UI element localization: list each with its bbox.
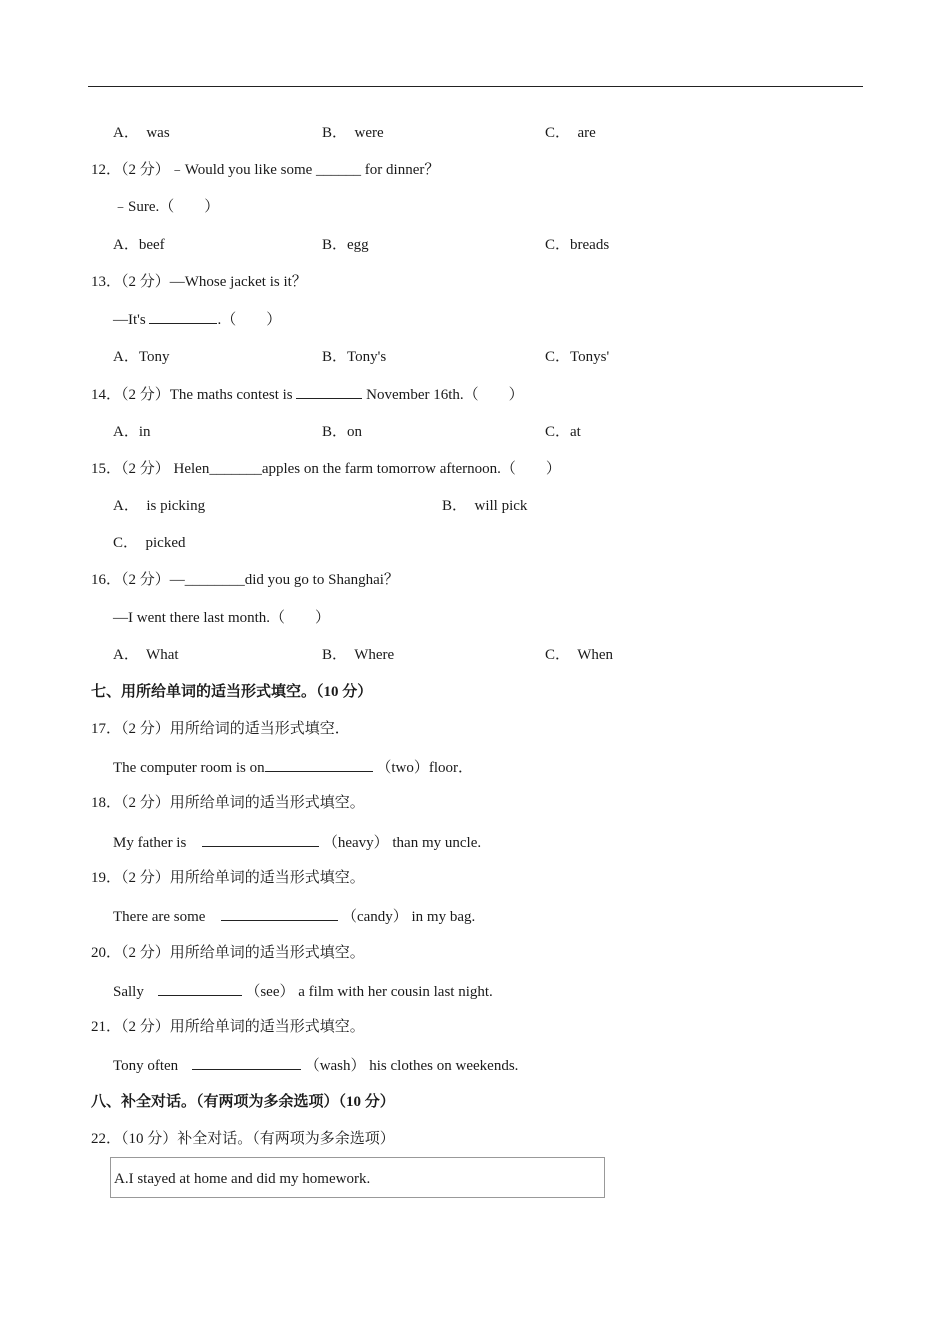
- q17-answer-blank[interactable]: [265, 757, 373, 772]
- q20-answer-blank[interactable]: [158, 981, 242, 996]
- q12-blank: ______: [316, 162, 362, 178]
- q17-stem: 17．（2 分）用所给词的适当形式填空．: [91, 721, 350, 737]
- q19-answer-blank[interactable]: [221, 906, 338, 921]
- q13-reply: [113, 309, 281, 330]
- q12-stem-text: 12．（2 分）﹣Would you like some: [91, 162, 317, 178]
- q16-stem: [91, 570, 399, 590]
- q16-stem-tail: did you go to Shanghai？: [244, 572, 399, 588]
- q15-stem: [91, 459, 561, 479]
- q19-sentence-tail: （candy） in my bag.: [338, 909, 476, 925]
- q21-answer-blank[interactable]: [192, 1055, 301, 1070]
- q18-sentence-tail: （heavy） than my uncle.: [319, 835, 482, 851]
- q22-option-a[interactable]: A.I stayed at home and did my homework.: [114, 1171, 371, 1187]
- q20-sentence-tail: （see） a film with her cousin last night.: [241, 984, 493, 1000]
- q15-option-a[interactable]: A． is picking: [113, 498, 206, 514]
- q18-sentence-text: My father is: [113, 835, 191, 851]
- q19-sentence: [113, 906, 475, 927]
- q13-option-a[interactable]: A．Tony: [113, 349, 170, 365]
- q12-stem-tail: for dinner？: [361, 162, 440, 178]
- q14-option-c[interactable]: C．at: [545, 424, 581, 440]
- q16-stem-text: 16．（2 分）—: [91, 572, 185, 588]
- section-8-heading: 八、补全对话。（有两项为多余选项）（10 分）: [91, 1094, 395, 1110]
- q11-option-a[interactable]: A． was: [113, 125, 170, 141]
- q19-sentence-text: There are some: [113, 909, 210, 925]
- q15-option-b[interactable]: B． will pick: [442, 498, 528, 514]
- q11-option-b[interactable]: B． were: [322, 125, 384, 141]
- q15-blank: _______: [209, 461, 262, 477]
- q15-stem-tail: apples on the farm tomorrow afternoon.（ ）: [261, 461, 561, 477]
- q16-option-c[interactable]: C． When: [545, 647, 614, 663]
- q15-stem-text: 15．（2 分） Helen: [91, 461, 210, 477]
- q16-option-b[interactable]: B． Where: [322, 647, 395, 663]
- q16-option-a[interactable]: A． What: [113, 647, 179, 663]
- q18-answer-blank[interactable]: [202, 832, 319, 847]
- q21-sentence-tail: （wash） his clothes on weekends.: [300, 1058, 519, 1074]
- q14-blank[interactable]: [296, 384, 362, 399]
- q20-stem: 20．（2 分）用所给单词的适当形式填空。: [91, 945, 365, 961]
- q12-reply: ﹣Sure.（ ）: [113, 199, 220, 215]
- q12-option-b[interactable]: B．egg: [322, 237, 369, 253]
- q20-sentence-text: Sally: [113, 984, 148, 1000]
- q13-option-b[interactable]: B．Tony's: [322, 349, 387, 365]
- section-7-heading: 七、用所给单词的适当形式填空。（10 分）: [91, 684, 373, 700]
- q20-sentence: [113, 981, 493, 1002]
- q21-stem: 21．（2 分）用所给单词的适当形式填空。: [91, 1019, 365, 1035]
- q11-option-c[interactable]: C． are: [545, 125, 596, 141]
- q12-option-c[interactable]: C．breads: [545, 237, 610, 253]
- q22-stem: 22．（10 分）补全对话。（有两项为多余选项）: [91, 1131, 395, 1147]
- q19-stem: 19．（2 分）用所给单词的适当形式填空。: [91, 870, 365, 886]
- q14-option-a[interactable]: A．in: [113, 424, 151, 440]
- q21-sentence-text: Tony often: [113, 1058, 182, 1074]
- header-rule: [88, 86, 863, 87]
- q15-option-c[interactable]: C． picked: [113, 535, 186, 551]
- q18-stem: 18．（2 分）用所给单词的适当形式填空。: [91, 795, 365, 811]
- q17-sentence-tail: （two）floor．: [372, 760, 474, 776]
- q12-option-a[interactable]: A．beef: [113, 237, 165, 253]
- q18-sentence: [113, 832, 481, 853]
- q13-stem: 13．（2 分）—Whose jacket is it？: [91, 274, 307, 290]
- q22-options-box: [110, 1157, 605, 1198]
- q13-option-c[interactable]: C．Tonys': [545, 349, 610, 365]
- q17-sentence: [113, 757, 473, 778]
- q17-sentence-text: The computer room is on: [113, 760, 265, 776]
- q13-reply-tail: .（ ）: [217, 312, 282, 328]
- q13-blank[interactable]: [149, 309, 217, 324]
- q21-sentence: [113, 1055, 518, 1076]
- q14-stem: [91, 384, 524, 405]
- q14-stem-tail: November 16th.（ ）: [362, 387, 524, 403]
- q14-option-b[interactable]: B．on: [322, 424, 363, 440]
- q14-stem-text: 14．（2 分）The maths contest is: [91, 387, 297, 403]
- q16-blank: ________: [184, 572, 245, 588]
- q16-reply: —I went there last month.（ ）: [113, 610, 331, 626]
- q13-reply-text: —It's: [113, 312, 150, 328]
- q12-stem: [91, 160, 439, 180]
